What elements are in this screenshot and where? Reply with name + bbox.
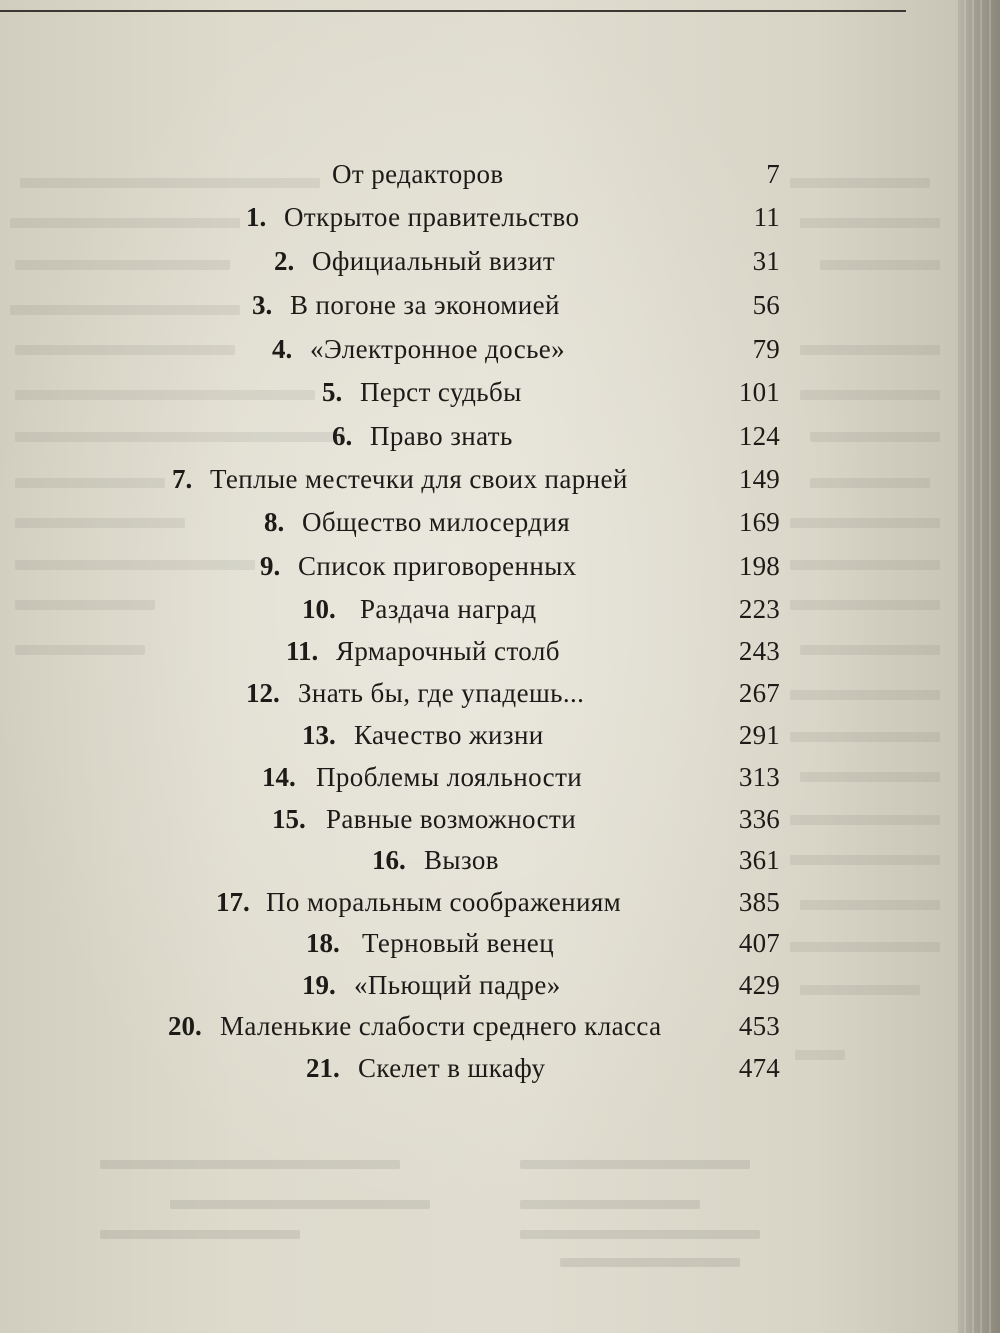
toc-entry-title: Перст судьбы bbox=[360, 377, 522, 407]
toc-entry-number: 4. bbox=[272, 334, 293, 364]
toc-entry bbox=[150, 799, 780, 839]
toc-entry-page: 149 bbox=[738, 464, 780, 494]
toc-entry-title: «Электронное досье» bbox=[310, 334, 566, 364]
toc-entry bbox=[150, 965, 780, 1005]
toc-entry-page: 336 bbox=[738, 804, 780, 834]
toc-entry bbox=[150, 757, 780, 797]
toc-entry-title: Знать бы, где упадешь... bbox=[298, 678, 585, 708]
toc-entry-title: В погоне за экономией bbox=[290, 290, 560, 320]
toc-entry-title: Открытое правительство bbox=[284, 202, 580, 232]
page-edge-stack bbox=[958, 0, 1000, 1333]
toc-entry-number: 9. bbox=[260, 551, 281, 581]
toc-entry-number: 12. bbox=[246, 678, 280, 708]
toc-entry-title: Официальный визит bbox=[312, 246, 556, 276]
toc-entry-title: Теплые местечки для своих парней bbox=[210, 464, 628, 494]
toc-entry-page: 385 bbox=[738, 887, 780, 917]
toc-entry bbox=[150, 372, 780, 412]
toc-entry-page: 7 bbox=[766, 159, 780, 189]
toc-entry-page: 453 bbox=[738, 1011, 780, 1041]
toc-entry bbox=[150, 329, 780, 369]
toc-entry-page: 407 bbox=[738, 928, 780, 958]
toc-entry bbox=[150, 285, 780, 325]
toc-entry-number: 11. bbox=[286, 636, 319, 666]
toc-entry-number: 21. bbox=[306, 1053, 340, 1083]
toc-entry-title: Маленькие слабости среднего класса bbox=[220, 1011, 662, 1041]
toc-entry bbox=[150, 715, 780, 755]
toc-entry bbox=[150, 631, 780, 671]
toc-entry-title: Раздача наград bbox=[360, 594, 537, 624]
toc-entry-page: 313 bbox=[738, 762, 780, 792]
toc-entry bbox=[150, 923, 780, 963]
toc-entry-title: По моральным соображениям bbox=[266, 887, 622, 917]
toc-entry-number: 10. bbox=[302, 594, 336, 624]
toc-entry bbox=[150, 459, 780, 499]
toc-entry bbox=[150, 589, 780, 629]
toc-entry-page: 79 bbox=[752, 334, 780, 364]
toc-entry-page: 101 bbox=[738, 377, 780, 407]
toc-entry bbox=[150, 1048, 780, 1088]
toc-entry-number: 1. bbox=[246, 202, 267, 232]
toc-entry-number: 18. bbox=[306, 928, 340, 958]
toc-entry-title: Общество милосердия bbox=[302, 507, 571, 537]
toc-entry-number: 8. bbox=[264, 507, 285, 537]
toc-entry bbox=[150, 546, 780, 586]
toc-entry-title: От редакторов bbox=[332, 159, 504, 189]
toc-entry-page: 291 bbox=[738, 720, 780, 750]
toc-entry-title: Вызов bbox=[424, 845, 499, 875]
toc-entry-page: 31 bbox=[752, 246, 780, 276]
toc-entry-number: 5. bbox=[322, 377, 343, 407]
toc-entry-number: 19. bbox=[302, 970, 336, 1000]
toc-entry-title: Проблемы лояльности bbox=[316, 762, 583, 792]
toc-entry-number: 14. bbox=[262, 762, 296, 792]
toc-entry bbox=[150, 416, 780, 456]
toc-entry-title: Терновый венец bbox=[362, 928, 555, 958]
toc-entry-number: 13. bbox=[302, 720, 336, 750]
toc-entry-title: Качество жизни bbox=[354, 720, 544, 750]
toc-entry bbox=[150, 1006, 780, 1046]
toc-entry bbox=[150, 502, 780, 542]
toc-entry-page: 223 bbox=[738, 594, 780, 624]
toc-entry-page: 267 bbox=[738, 678, 780, 708]
toc-entry-number: 6. bbox=[332, 421, 353, 451]
toc-entry-title: Скелет в шкафу bbox=[358, 1053, 546, 1083]
toc-entry bbox=[150, 673, 780, 713]
toc-entry bbox=[150, 154, 780, 194]
toc-entry-number: 17. bbox=[216, 887, 250, 917]
toc-entry-page: 429 bbox=[738, 970, 780, 1000]
toc-entry-page: 243 bbox=[738, 636, 780, 666]
toc-entry-page: 169 bbox=[738, 507, 780, 537]
toc-entry bbox=[150, 197, 780, 237]
toc-entry-number: 20. bbox=[168, 1011, 202, 1041]
toc-entry-page: 124 bbox=[738, 421, 780, 451]
toc-entry-page: 11 bbox=[753, 202, 780, 232]
toc-entry-page: 361 bbox=[738, 845, 780, 875]
toc-entry-title: Право знать bbox=[370, 421, 513, 451]
toc-entry-title: «Пьющий падре» bbox=[354, 970, 561, 1000]
toc-entry-number: 3. bbox=[252, 290, 273, 320]
toc-entry bbox=[150, 840, 780, 880]
toc-entry bbox=[150, 882, 780, 922]
toc-entry-title: Ярмарочный столб bbox=[336, 636, 560, 666]
toc-entry-page: 198 bbox=[738, 551, 780, 581]
toc-entry-title: Список приговоренных bbox=[298, 551, 577, 581]
toc-entry-title: Равные возможности bbox=[326, 804, 577, 834]
toc-entry-number: 7. bbox=[172, 464, 193, 494]
toc-entry bbox=[150, 241, 780, 281]
toc-entry-page: 56 bbox=[752, 290, 780, 320]
toc-entry-number: 2. bbox=[274, 246, 295, 276]
toc-entry-number: 15. bbox=[272, 804, 306, 834]
toc-entry-page: 474 bbox=[738, 1053, 780, 1083]
toc-entry-number: 16. bbox=[372, 845, 406, 875]
